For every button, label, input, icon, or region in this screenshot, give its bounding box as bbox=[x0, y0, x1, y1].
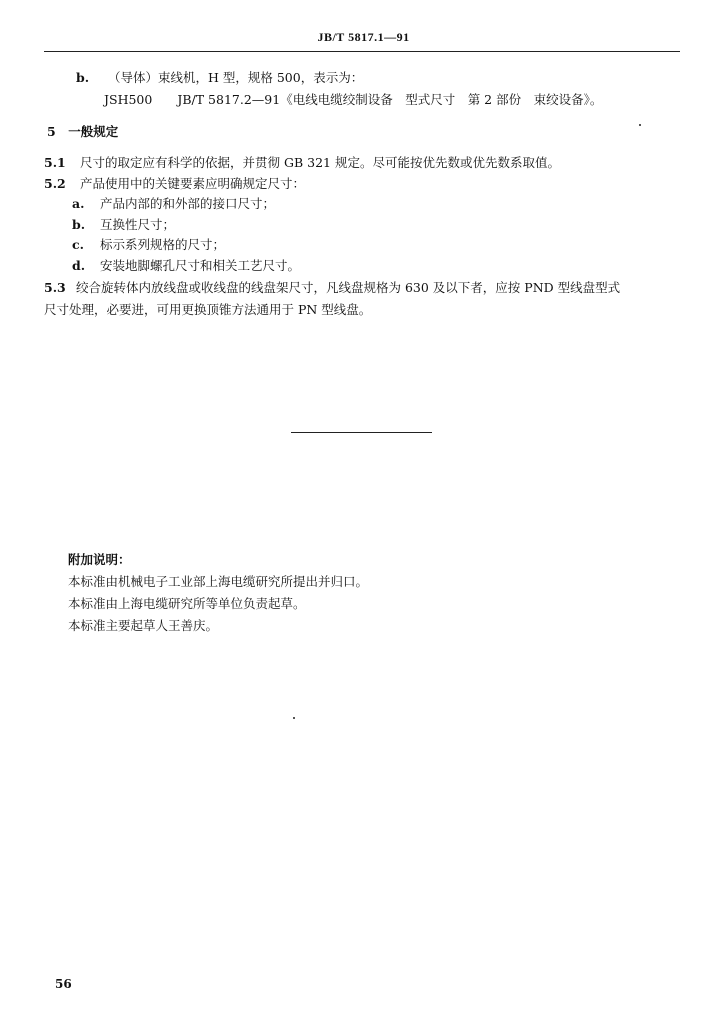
scan-speck bbox=[639, 124, 641, 126]
clause-5-2-number: 5.2 bbox=[44, 176, 66, 191]
notes-line-3: 本标准主要起草人王善庆。 bbox=[68, 618, 219, 633]
clause-5-2-text: 产品使用中的关键要素应明确规定尺寸： bbox=[80, 176, 306, 191]
item-b-text: （导体）束线机，H 型，规格 500，表示为： bbox=[108, 70, 364, 85]
section-5-title: 5 一般规定 bbox=[47, 124, 119, 139]
list-item-b-text: 互换性尺寸； bbox=[100, 217, 176, 232]
item-b-example: JSH500 JB/T 5817.2—91《电线电缆绞制设备 型式尺寸 第 2 部份 束绞设备》。 bbox=[104, 92, 603, 107]
item-b-marker: b. bbox=[76, 70, 90, 85]
notes-line-2: 本标准由上海电缆研究所等单位负责起草。 bbox=[68, 596, 306, 611]
list-item-b-marker: b. bbox=[72, 217, 86, 232]
list-item-a-text: 产品内部的和外部的接口尺寸； bbox=[100, 196, 276, 211]
page-number: 56 bbox=[55, 977, 72, 991]
clause-5-3-number: 5.3 bbox=[44, 280, 66, 295]
clause-5-1-number: 5.1 bbox=[44, 155, 66, 170]
end-rule bbox=[291, 432, 432, 433]
notes-line-1: 本标准由机械电子工业部上海电缆研究所提出并归口。 bbox=[68, 574, 369, 589]
header-rule bbox=[44, 51, 680, 52]
list-item-d-marker: d. bbox=[72, 258, 86, 273]
scan-speck bbox=[293, 717, 295, 719]
list-item-c-marker: c. bbox=[72, 237, 84, 252]
list-item-a-marker: a. bbox=[72, 196, 85, 211]
list-item-c-text: 标示系列规格的尺寸； bbox=[100, 237, 226, 252]
list-item-d-text: 安装地脚螺孔尺寸和相关工艺尺寸。 bbox=[100, 258, 301, 273]
notes-title: 附加说明： bbox=[68, 552, 131, 567]
clause-5-3-line-2: 尺寸处理，必要进，可用更换顶锥方法通用于 PN 型线盘。 bbox=[44, 302, 372, 317]
running-header: JB/T 5817.1—91 bbox=[317, 30, 410, 44]
clause-5-1-text: 尺寸的取定应有科学的依据，并贯彻 GB 321 规定。尽可能按优先数或优先数系取值。 bbox=[80, 155, 560, 170]
clause-5-3-line-1: 绞合旋转体内放线盘或收线盘的线盘架尺寸，凡线盘规格为 630 及以下者，应按 PND 型线盘型式 bbox=[76, 280, 621, 295]
